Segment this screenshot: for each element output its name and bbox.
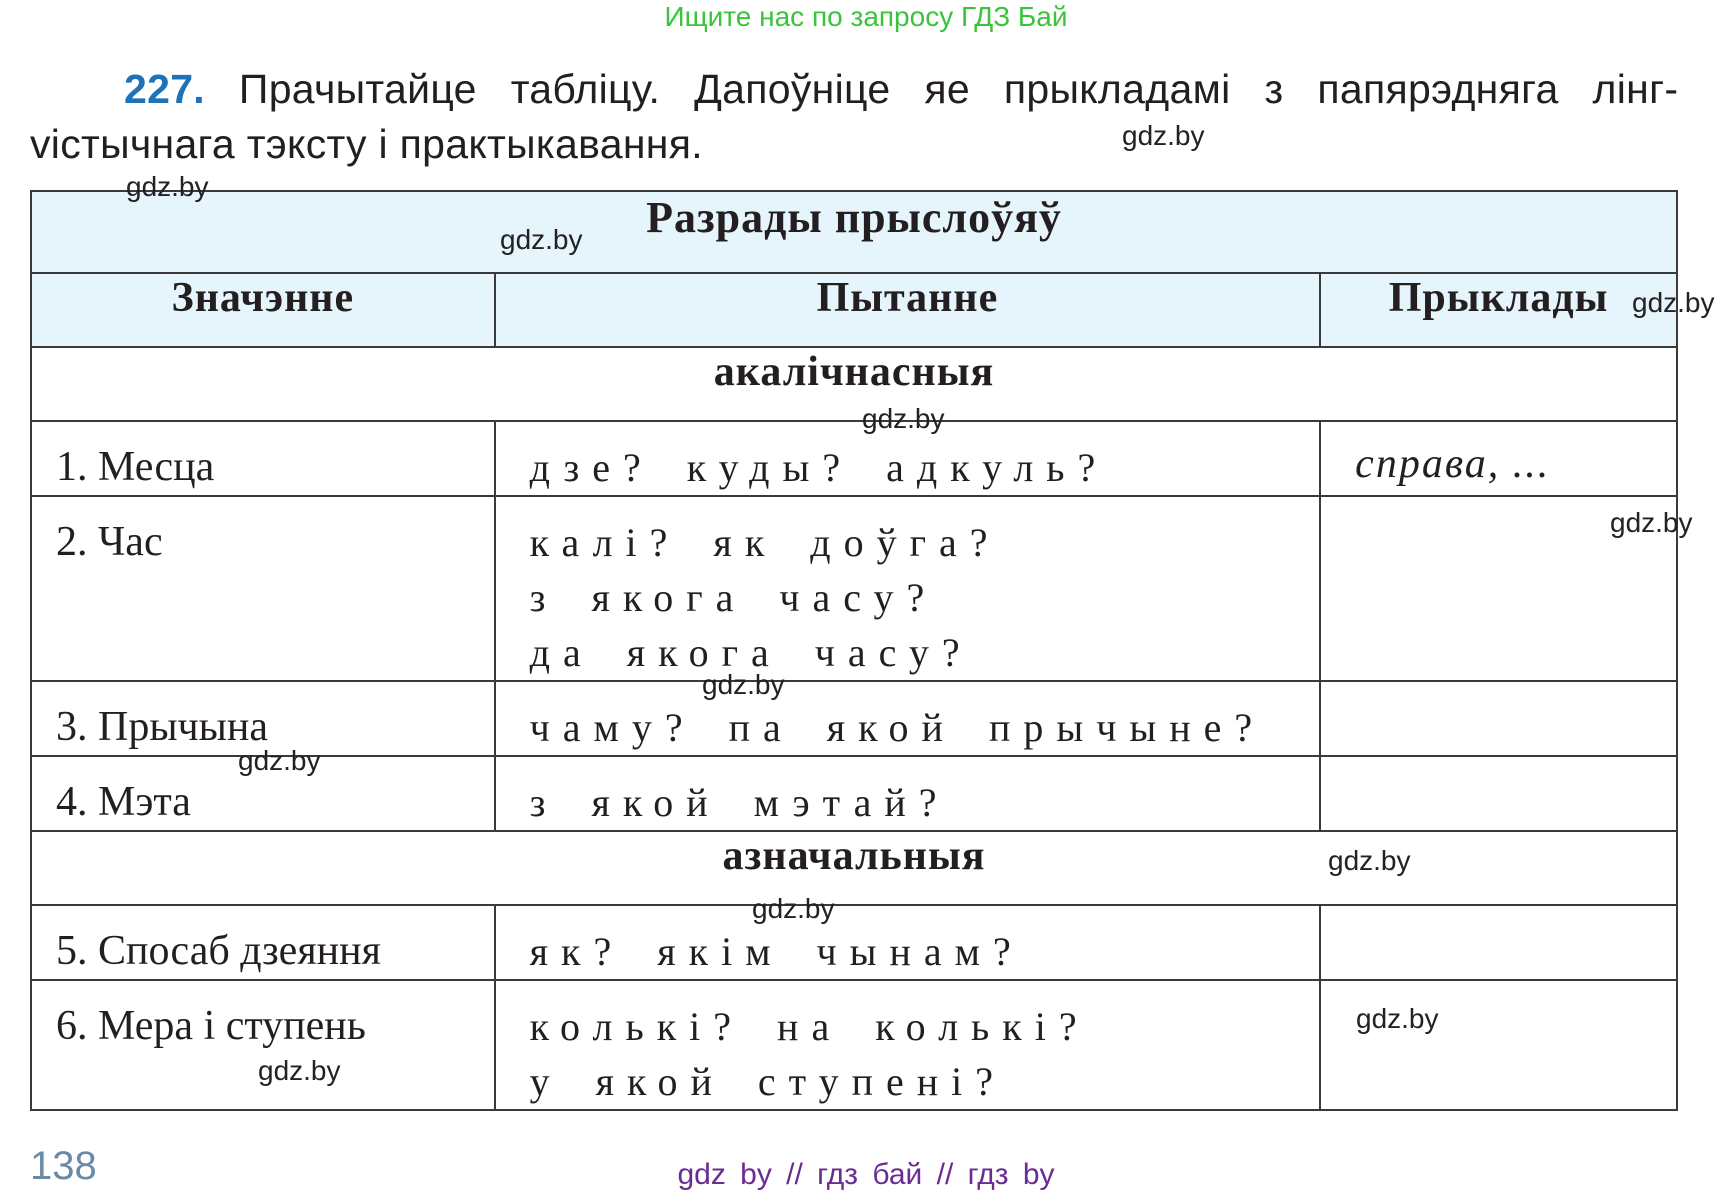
table-row: [31, 905, 1677, 980]
table-row: [31, 980, 1677, 1110]
question-cell: [495, 756, 1321, 831]
table-row: [31, 496, 1677, 681]
question-line: з якой мэтай?: [529, 780, 950, 825]
question-line: да якога часу?: [529, 630, 973, 675]
watermark: gdz.by: [702, 669, 785, 700]
question-line: дзе? куды? адкуль?: [529, 445, 1109, 490]
watermark: gdz.by: [258, 1055, 341, 1086]
header-question: Пытанне: [495, 273, 1321, 347]
group-row: [31, 347, 1677, 421]
example-cell[interactable]: [1320, 756, 1677, 831]
watermark: gdz.by: [126, 171, 209, 202]
example-cell[interactable]: [1320, 980, 1677, 1110]
question-cell: [495, 905, 1321, 980]
group-label-attributive: азначальныя: [31, 831, 1677, 905]
question-line: з якога часу?: [529, 575, 938, 620]
meaning-cell: 2. Час: [31, 496, 495, 681]
watermark: gdz.by: [1632, 287, 1715, 318]
header-examples: Прыклады: [1320, 273, 1677, 347]
question-line: як? якім чынам?: [529, 929, 1024, 974]
watermark: gdz.by: [500, 224, 583, 255]
group-label-circumstantial: акалічнасныя: [31, 347, 1677, 421]
question-line: чаму? па якой прычыне?: [529, 705, 1266, 750]
watermark: gdz.by: [1610, 507, 1693, 538]
meaning-cell: 3. Прычына: [31, 681, 495, 756]
task-text: [30, 62, 1678, 172]
footer-watermark: gdz by // гдз бай // гдз by: [677, 1158, 1055, 1191]
meaning-cell: 6. Мера і ступень: [31, 980, 495, 1110]
example-cell[interactable]: [1320, 905, 1677, 980]
question-cell: [495, 681, 1321, 756]
table-header-row: [31, 273, 1677, 347]
header-meaning: Значэнне: [31, 273, 495, 347]
question-line: калі? як доўга?: [529, 520, 1001, 565]
task-number: 227.: [124, 66, 205, 112]
table-row: [31, 421, 1677, 496]
page-number: 138: [30, 1144, 97, 1188]
table-title: Разрады прыслоўяў: [31, 191, 1677, 273]
table-title-row: [31, 191, 1677, 273]
meaning-cell: 4. Мэта: [31, 756, 495, 831]
meaning-cell: 1. Месца: [31, 421, 495, 496]
question-line: колькі? на колькі?: [529, 1004, 1090, 1049]
watermark: gdz.by: [752, 893, 835, 924]
watermark: gdz.by: [1122, 120, 1205, 151]
group-row: [31, 831, 1677, 905]
adverb-categories-table: [30, 190, 1678, 1111]
watermark: gdz.by: [862, 403, 945, 434]
meaning-cell: 5. Спосаб дзеяння: [31, 905, 495, 980]
question-cell: [495, 980, 1321, 1110]
watermark: gdz.by: [1356, 1003, 1439, 1034]
question-line: у якой ступені?: [529, 1059, 1007, 1104]
task-instruction: Прачытайце табліцу. Дапоўніце яе прыкладамі з папярэдняга лінгvістычнага тэксту і практыкавання.: [30, 66, 1678, 167]
example-cell[interactable]: справа, ...: [1320, 421, 1677, 496]
watermark: gdz.by: [1328, 845, 1411, 876]
example-cell[interactable]: [1320, 681, 1677, 756]
top-banner: Ищите нас по запросу ГДЗ Бай: [664, 1, 1068, 32]
watermark: gdz.by: [238, 745, 321, 776]
question-cell: [495, 496, 1321, 681]
